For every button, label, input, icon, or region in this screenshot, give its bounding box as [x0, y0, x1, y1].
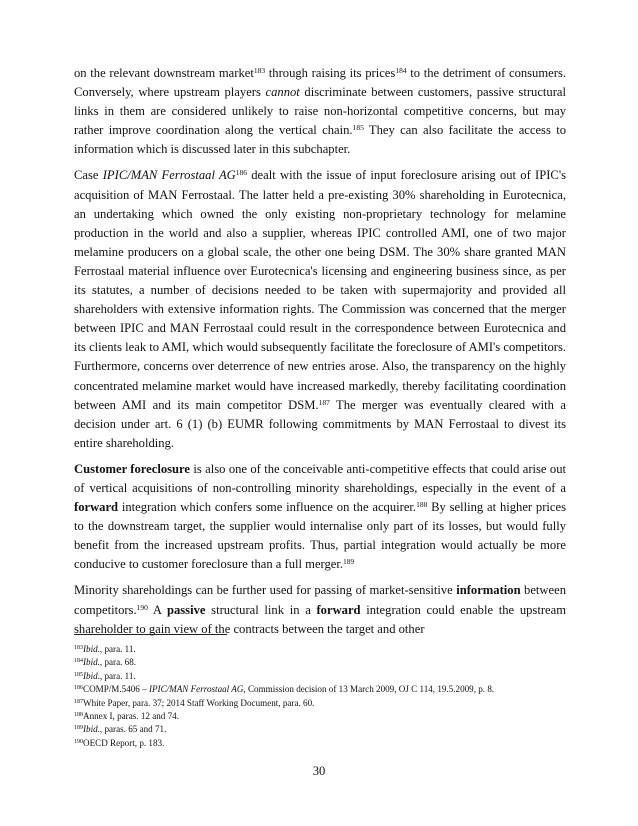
text-run: dealt with the issue of input foreclosure arising out of IPIC's acquisition of MAN Ferrostaal. The latter held a pre-existing 30% shareholding in Eurotecnica, an undertaking which owned the only existing non-proprietary technology for melamine production in the world and also a supplier, whereas IPIC controlled AMI, one of two major melamine producers on a global scale, the other one being DSM. The 30% share granted MAN Ferrostaal material influence over Eurotecnica's licensing and engineering business since, as per its statutes, a number of decisions needed to be taken with supermajority and provided all shareholders with extensive information rights. The Commission was concerned that the merger between IPIC and MAN Ferrostaal could result in the correspondence between Eurotecnica and its clients leak to AMI, which would subsequently facilitate the foreclosure of AMI's competitors. Furthermore, concerns over deterrence of new entries arose. Also, the transparency on the highly concentrated melamine market would have increased markedly, thereby facilitating coordination between AMI and its main competitor DSM.: [74, 168, 566, 412]
text-run: discriminate between customers, passive structural links in them are considered unlikely to raise non-horizontal competitive concerns, but may rather improve coordination along the vertical chain.: [74, 85, 566, 138]
footnote-number: 184: [74, 658, 83, 665]
footnote-italic: Ibid: [83, 657, 98, 668]
text-run: Case: [74, 168, 103, 183]
main-text: [74, 64, 566, 639]
text-run: structural link in a: [205, 602, 317, 617]
text-run: They can also facilitate the access to information which is discussed later in this subchapter.: [74, 123, 566, 157]
footnote-divider: [74, 634, 227, 635]
case-name: IPIC/MAN Ferrostaal AG: [102, 168, 236, 183]
bold-term: passive: [166, 602, 206, 617]
footnote-italic: Ibid: [83, 670, 98, 681]
footnote-text: ., para. 11.: [97, 644, 136, 654]
text-run: Minority shareholdings can be further used for passing of market-sensitive: [74, 583, 457, 598]
text-run: is also one of the conceivable anti-competitive effects that could arise out of vertical acquisitions of non-controlling minority shareholdings, especially in the event of a: [74, 461, 566, 495]
footnote-ref: 187: [318, 397, 330, 407]
text-run: By selling at higher prices to the downstream target, the supplier would internalise only part of its losses, but would fully benefit from the increased upstream profits. Thus, partial integration would actually be more conducive to customer foreclosure than a full merger.: [74, 500, 566, 572]
footnote-text: COMP/M.5406 –: [83, 684, 149, 695]
text-run: The merger was eventually cleared with a decision under art. 6 (1) (b) EUMR following commitments by MAN Ferrostaal to divest its entire shareholding.: [74, 397, 566, 450]
footnote-text: ., para. 68.: [97, 657, 137, 668]
bold-term: forward: [74, 500, 119, 515]
footnote-ref: 186: [235, 168, 248, 178]
text-run: through raising its prices: [265, 66, 396, 80]
bold-term: forward: [316, 602, 361, 617]
paragraph-ipic-case: [74, 166, 566, 452]
paragraph-vertical-effects: [74, 64, 566, 159]
footnote-ref: 188: [416, 500, 428, 510]
footnote: [74, 670, 566, 683]
text-run: on the relevant downstream market: [74, 66, 254, 80]
footnote: [74, 723, 566, 736]
footnote-ref: 183: [253, 66, 266, 75]
footnote-text: , Commission decision of 13 March 2009, OJ C 114, 19.5.2009, p. 8.: [243, 684, 495, 695]
footnote: [74, 737, 566, 750]
bold-term: information: [456, 583, 521, 598]
text-run: A: [147, 602, 167, 617]
footnote-number: 186: [74, 685, 83, 692]
footnote-text: ., paras. 65 and 71.: [97, 724, 167, 735]
footnote-text: ., para. 11.: [97, 670, 136, 681]
footnote-number: 185: [74, 671, 83, 678]
footnote-number: 187: [74, 698, 83, 705]
footnotes: [74, 643, 566, 750]
footnote-number: 183: [74, 645, 83, 651]
footnote: [74, 656, 566, 669]
footnote: [74, 683, 566, 696]
page-number: 30: [312, 764, 326, 778]
footnote-text: OECD Report, p. 183.: [83, 737, 165, 748]
footnote: [74, 643, 566, 656]
footnote: [74, 710, 566, 723]
footnote-text: White Paper, para. 37; 2014 Staff Working Document, para. 60.: [83, 697, 315, 708]
text-run: between competitors.: [74, 583, 566, 617]
text-run: integration which confers some influence on the acquirer.: [118, 500, 417, 515]
footnote-italic: Ibid: [83, 644, 98, 654]
footnote-number: 188: [74, 712, 83, 719]
footnote-italic: IPIC/MAN Ferrostaal AG: [148, 684, 244, 695]
text-run: to the detriment of consumers. Conversely, where upstream players: [74, 66, 566, 100]
footnote-ref: 190: [136, 602, 148, 612]
footnote-ref: 184: [395, 66, 407, 75]
paragraph-information: [74, 581, 566, 638]
bold-term: Customer foreclosure: [74, 461, 190, 476]
footnote-number: 189: [74, 725, 83, 732]
footnote-number: 190: [74, 738, 83, 745]
text-run: integration could enable the upstream shareholder to gain view of the contracts between the target and other: [74, 602, 566, 636]
footnote-ref: 189: [343, 557, 355, 567]
footnote-ref: 185: [352, 123, 364, 133]
footnote-italic: Ibid: [83, 724, 98, 735]
paragraph-customer-foreclosure: [74, 460, 566, 575]
emphasis-text: cannot: [265, 85, 300, 100]
footnote-text: Annex I, paras. 12 and 74.: [83, 711, 179, 722]
footnote: [74, 697, 566, 710]
